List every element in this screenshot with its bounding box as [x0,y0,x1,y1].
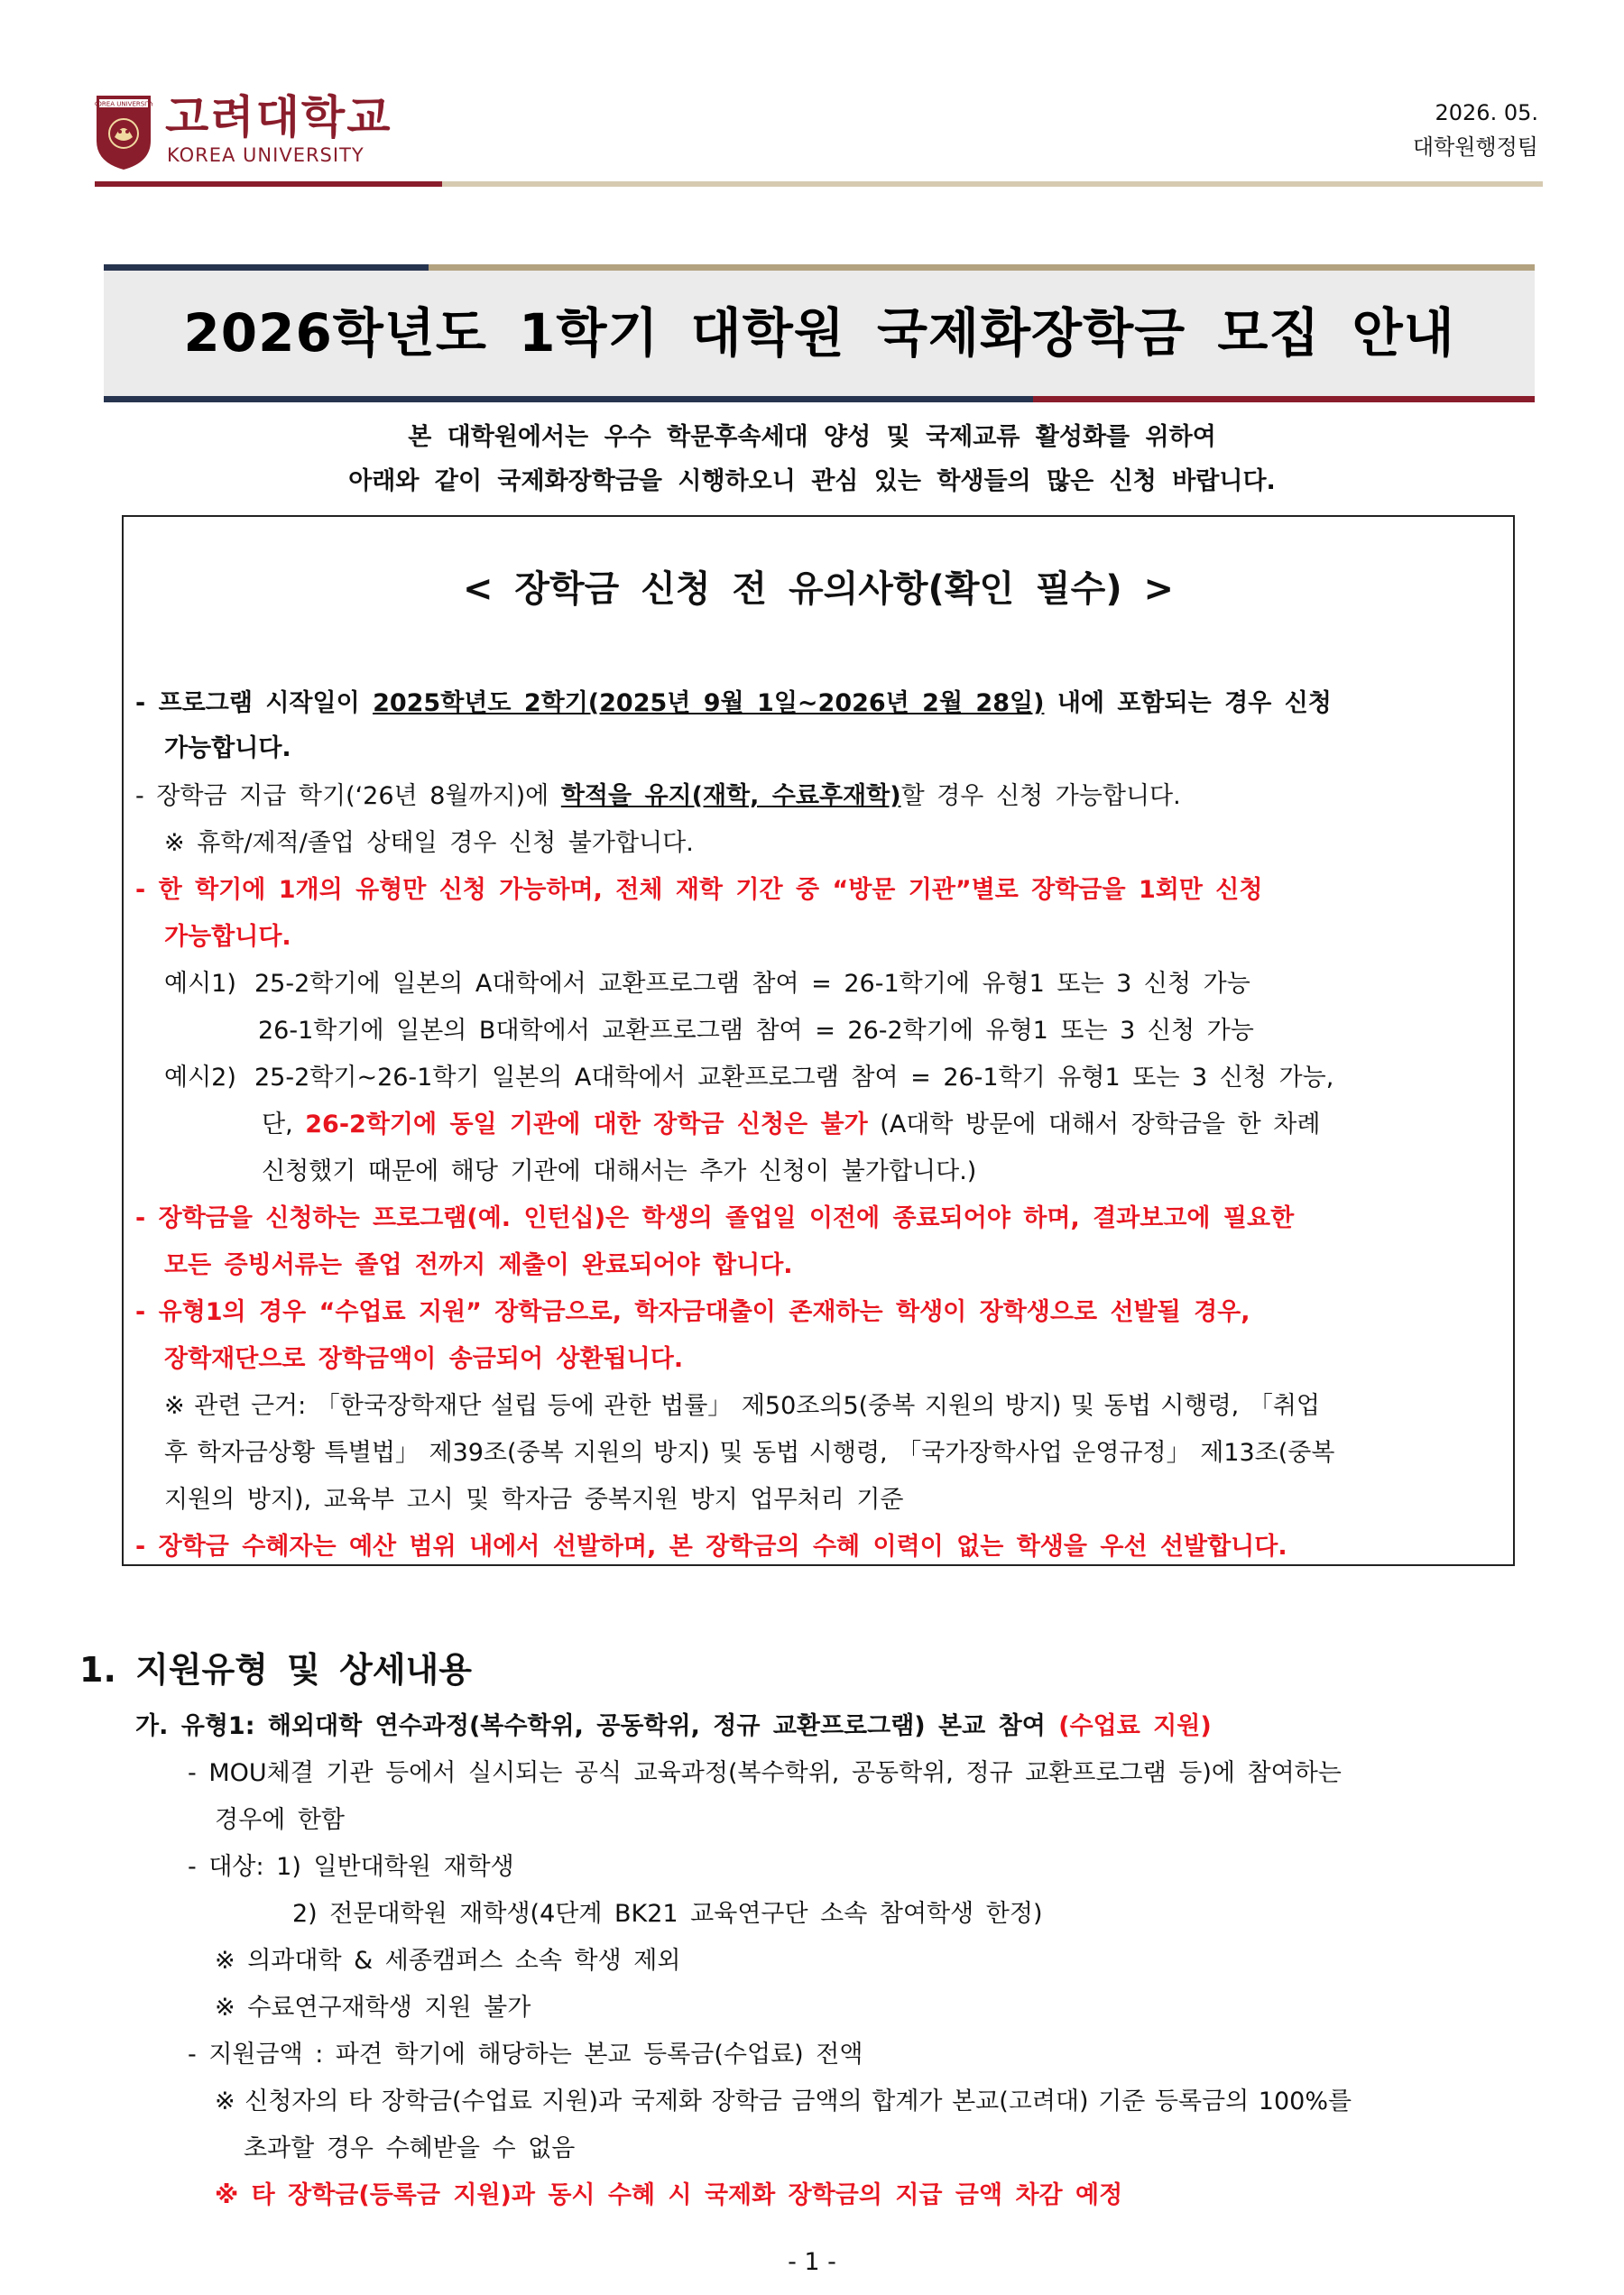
notice-item-2: - 장학금 지급 학기(‘26년 8월까지)에 학적을 유지(재학, 수료후재학)할 경우 신청 가능합니다. [135,782,1181,810]
legal-basis-line-3: 지원의 방지), 교육부 고시 및 학자금 중복지원 방지 업무처리 기준 [164,1486,904,1514]
intro-line-1: 본 대학원에서는 우수 학문후속세대 양성 및 국제교류 활성화를 위하여 [408,423,1216,451]
notice-item-5-cont: 모든 증빙서류는 졸업 전까지 제출이 완료되어야 합니다. [164,1251,793,1279]
notice-item-6: - 유형1의 경우 “수업료 지원” 장학금으로, 학자금대출이 존재하는 학생이 장학생으로 선발될 경우, [135,1298,1250,1326]
document-title: 2026학년도 1학기 대학원 국제화장학금 모집 안내 [183,302,1455,364]
notice-enrollment-status: 학적을 유지(재학, 수료후재학) [560,782,901,810]
type-1-exclusion-1: ※ 의과대학 & 세종캠퍼스 소속 학생 제외 [215,1947,681,1975]
example-1-label: 예시1) [164,970,236,998]
type-1-amount-note: ※ 신청자의 타 장학금(수업료 지원)과 국제화 장학금 금액의 합계가 본교(고려대) 기준 등록금의 100%를 [215,2088,1352,2115]
emblem-text: KOREA UNIVERSITY [95,100,152,108]
header-divider-tan [442,181,1543,187]
notice-item-4: - 한 학기에 1개의 유형만 신청 가능하며, 전체 재학 기간 중 “방문 기관”별로 장학금을 1회만 신청 [135,876,1263,904]
example-2-line-1: 25-2학기~26-1학기 일본의 A대학에서 교환프로그램 참여 = 26-1학기 유형1 또는 3 신청 가능, [254,1064,1334,1092]
legal-basis-line-2: 후 학자금상황 특별법」 제39조(중복 지원의 방지) 및 동법 시행령, 「국가장학사업 운영규정」 제13조(중복 [164,1439,1335,1467]
title-rule-top-tan [429,264,1535,271]
legal-basis-line-1: ※ 관련 근거: 「한국장학재단 설립 등에 관한 법률」 제50조의5(중복 지원의 방지) 및 동법 시행령, 「취업 [164,1392,1321,1420]
type-1-eligibility-1: - 대상: 1) 일반대학원 재학생 [188,1853,514,1881]
notice-program-period: 2025학년도 2학기(2025년 9월 1일~2026년 2월 28일) [373,689,1045,717]
example-2-restriction: 26-2학기에 동일 기관에 대한 장학금 신청은 불가 [305,1111,868,1138]
header-divider-red [95,181,442,187]
example-2-label: 예시2) [164,1064,236,1092]
example-1-line-1: 25-2학기에 일본의 A대학에서 교환프로그램 참여 = 26-1학기에 유형1 또는 3 신청 가능 [254,970,1250,998]
notice-item-1: - 프로그램 시작일이 2025학년도 2학기(2025년 9월 1일~2026년 2월 28일) 내에 포함되는 경우 신청 [135,689,1332,717]
type-1-support-label: (수업료 지원) [1058,1712,1212,1740]
university-name: 고려대학교 [165,91,392,143]
intro-line-2: 아래와 같이 국제화장학금을 시행하오니 관심 있는 학생들의 많은 신청 바랍니다. [348,467,1276,495]
title-rule-bottom-navy [104,396,1033,402]
notice-item-8: - 장학금 수혜자는 예산 범위 내에서 선발하며, 본 장학금의 수혜 이력이 없는 학생을 우선 선발합니다. [135,1533,1287,1561]
university-name-english: KOREA UNIVERSITY [167,144,364,166]
example-2-line-3: 신청했기 때문에 해당 기관에 대해서는 추가 신청이 불가합니다.) [262,1157,977,1185]
issuing-department: 대학원행정팀 [1412,134,1538,160]
type-1-scope-cont: 경우에 한함 [215,1806,345,1834]
type-1-eligibility-2: 2) 전문대학원 재학생(4단계 BK21 교육연구단 소속 참여학생 한정) [292,1900,1043,1928]
page-number: - 1 - [788,2248,836,2276]
notice-title: < 장학금 신청 전 유의사항(확인 필수) > [462,568,1175,610]
type-1-scope: - MOU체결 기관 등에서 실시되는 공식 교육과정(복수학위, 공동학위, 정규 교환프로그램 등)에 참여하는 [188,1759,1342,1787]
university-emblem [95,94,152,171]
type-1-amount: - 지원금액 : 파견 학기에 해당하는 본교 등록금(수업료) 전액 [188,2041,863,2069]
type-1-deduction-note: ※ 타 장학금(등록금 지원)과 동시 수혜 시 국제화 장학금의 지급 금액 차감 예정 [215,2181,1123,2209]
document-date: 2026. 05. [1435,100,1538,125]
example-2-line-2: 단, 26-2학기에 동일 기관에 대한 장학금 신청은 불가 (A대학 방문에 대해서 장학금을 한 차례 [262,1111,1321,1138]
example-1-line-2: 26-1학기에 일본의 B대학에서 교환프로그램 참여 = 26-2학기에 유형1 또는 3 신청 가능 [258,1017,1254,1045]
title-rule-top-navy [104,264,429,271]
notice-item-1-cont: 가능합니다. [164,734,291,762]
notice-item-4-cont: 가능합니다. [164,923,291,951]
type-1-amount-note-cont: 초과할 경우 수혜받을 수 없음 [244,2134,576,2162]
title-rule-bottom-crimson [1033,396,1535,402]
type-1-exclusion-2: ※ 수료연구재학생 지원 불가 [215,1994,531,2022]
notice-item-3: ※ 휴학/제적/졸업 상태일 경우 신청 불가합니다. [164,829,694,857]
notice-item-6-cont: 장학재단으로 장학금액이 송금되어 상환됩니다. [164,1345,684,1373]
notice-item-5: - 장학금을 신청하는 프로그램(예. 인턴십)은 학생의 졸업일 이전에 종료되어야 하며, 결과보고에 필요한 [135,1204,1295,1232]
type-1-heading: 가. 유형1: 해외대학 연수과정(복수학위, 공동학위, 정규 교환프로그램) 본교 참여 (수업료 지원) [135,1712,1212,1740]
section-1-heading: 1. 지원유형 및 상세내용 [79,1650,472,1690]
